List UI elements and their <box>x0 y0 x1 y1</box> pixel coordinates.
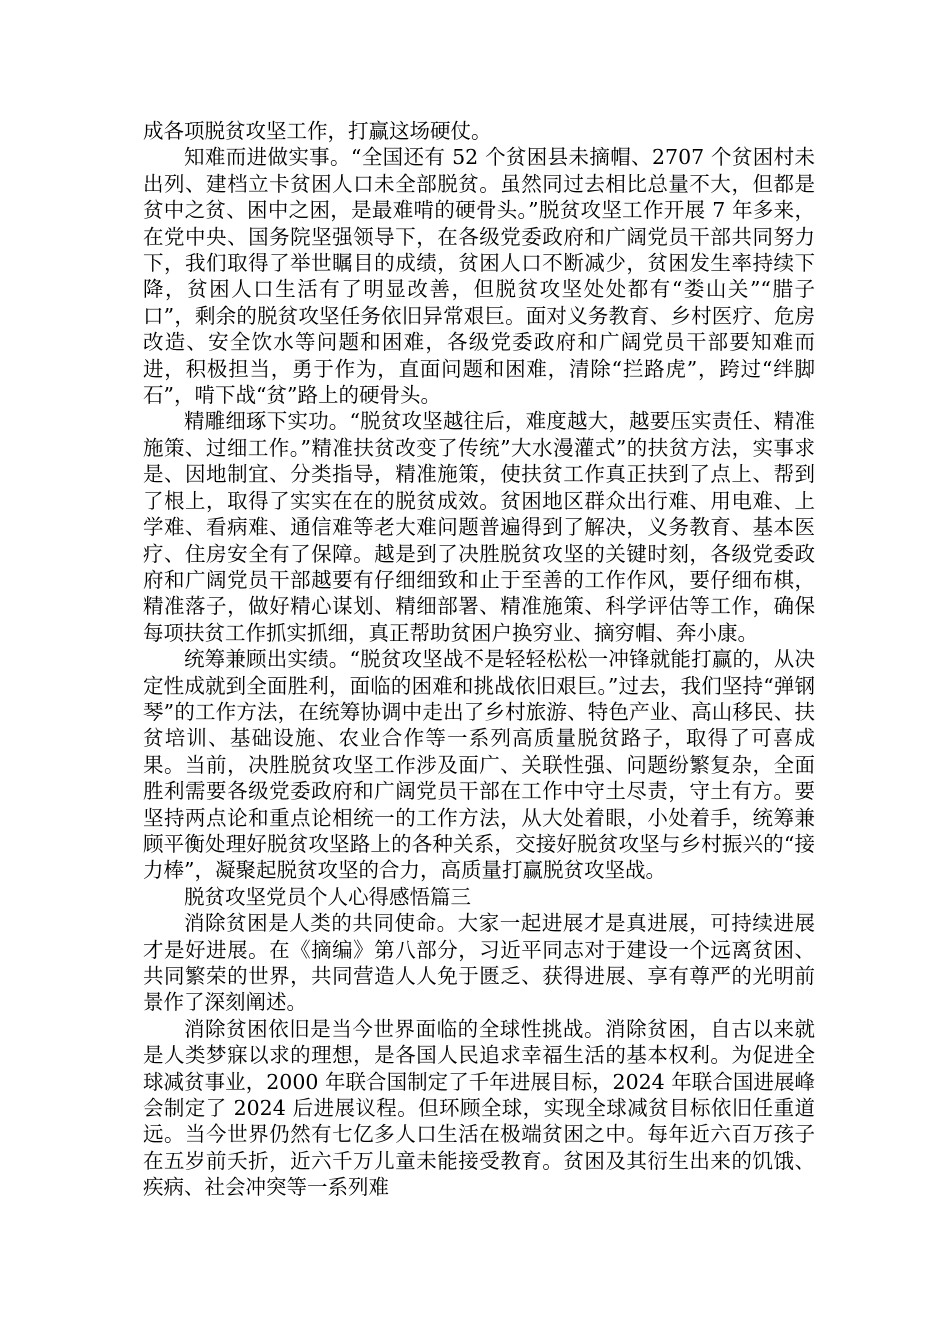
paragraph-common-mission: 消除贫困是人类的共同使命。大家一起进展才是真进展，可持续进展才是好进展。在《摘编》第八部分，习近平同志对于建设一个远离贫困、共同繁荣的世界，共同营造人人免于匮乏、获得进展、享有尊严的光明前景作了深刻阐述。 <box>143 911 815 1015</box>
paragraph-know-difficulties: 知难而进做实事。“全国还有 52 个贫困县未摘帽、2707 个贫困村未出列、建档立卡贫困人口未全部脱贫。虽然同过去相比总量不大，但都是贫中之贫、困中之困，是最难啃的硬骨头。”脱贫攻坚工作开展 7 年多来，在党中央、国务院坚强领导下，在各级党委政府和广阔党员干部共同努力下，我们取得了举世瞩目的成绩，贫困人口不断减少，贫困发生率持续下降，贫困人口生活有了明显改善，但脱贫攻坚处处都有“娄山关”“腊子口”，剩余的脱贫攻坚任务依旧异常艰巨。面对义务教育、乡村医疗、危房改造、安全饮水等问题和困难，各级党委政府和广阔党员干部要知难而进，积极担当，勇于作为，直面问题和困难，清除“拦路虎”，跨过“绊脚石”，啃下战“贫”路上的硬骨头。 <box>143 145 815 408</box>
paragraph-overall-planning: 统筹兼顾出实绩。“脱贫攻坚战不是轻轻松松一冲锋就能打赢的，从决定性成就到全面胜利，面临的困难和挑战依旧艰巨。”过去，我们坚持“弹钢琴”的工作方法，在统筹协调中走出了乡村旅游、特色产业、高山移民、扶贫培训、基础设施、农业合作等一系列高质量脱贫路子，取得了可喜成果。当前，决胜脱贫攻坚工作涉及面广、关联性强、问题纷繁复杂，全面胜利需要各级党委政府和广阔党员干部在工作中守土尽责，守土有方。要坚持两点论和重点论相统一的工作方法，从大处着眼，小处着手，统筹兼顾平衡处理好脱贫攻坚路上的各种关系，交接好脱贫攻坚与乡村振兴的“接力棒”，凝聚起脱贫攻坚的合力，高质量打赢脱贫攻坚战。 <box>143 647 815 883</box>
paragraph-global-challenge: 消除贫困依旧是当今世界面临的全球性挑战。消除贫困，自古以来就是人类梦寐以求的理想，是各国人民追求幸福生活的基本权利。为促进全球减贫事业，2000 年联合国制定了千年进展目标，2024 年联合国进展峰会制定了 2024 后进展议程。但环顾全球，实现全球减贫目标依旧任重道远。当今世界仍然有七亿多人口生活在极端贫困之中。每年近六百万孩子在五岁前夭折，近六千万儿童未能接受教育。贫困及其衍生出来的饥饿、疾病、社会冲突等一系列难 <box>143 1016 815 1200</box>
continuation-paragraph: 成各项脱贫攻坚工作，打赢这场硬仗。 <box>143 119 492 143</box>
paragraph-precise-work: 精雕细琢下实功。“脱贫攻坚越往后，难度越大，越要压实责任、精准施策、过细工作。”精准扶贫改变了传统”大水漫灌式”的扶贫方法，实事求是、因地制宜、分类指导，精准施策，使扶贫工作真正扶到了点上、帮到了根上，取得了实实在在的脱贫成效。贫困地区群众出行难、用电难、上学难、看病难、通信难等老大难问题普遍得到了解决，义务教育、基本医疗、住房安全有了保障。越是到了决胜脱贫攻坚的关键时刻，各级党委政府和广阔党员干部越要有仔细细致和止于至善的工作作风，要仔细布棋，精准落子，做好精心谋划、精细部署、精准施策、科学评估等工作，确保每项扶贫工作抓实抓细，真正帮助贫困户换穷业、摘穷帽、奔小康。 <box>143 409 815 645</box>
document-body <box>143 118 815 1201</box>
section-heading: 脱贫攻坚党员个人心得感悟篇三 <box>184 884 471 909</box>
